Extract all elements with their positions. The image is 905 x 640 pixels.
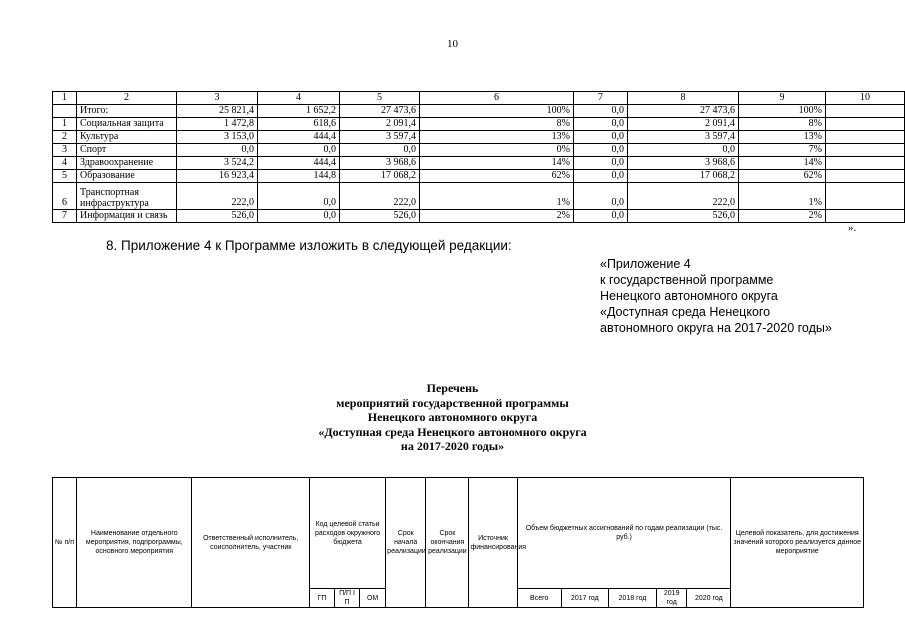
table-cell: 2 091,4 [340,118,420,131]
table-cell: 222,0 [177,183,258,210]
table-cell: 0,0 [258,210,340,223]
table-cell: 222,0 [628,183,739,210]
row-name-cell: Культура [77,131,177,144]
table-cell: 444,4 [258,157,340,170]
row-name-cell: Транспортная инфраструктура [77,183,177,210]
col-header-name: Наименование отдельного мероприятия, подпрограммы, основного мероприятия [77,478,192,608]
appendix-line: к государственной программе [600,273,774,287]
subheader-2020: 2020 год [687,589,731,608]
table-cell: 25 821,4 [177,105,258,118]
col-header-target: Целевой показатель, для достижения значений которого реализуется данное мероприятие [731,478,864,608]
table-cell: 100% [420,105,574,118]
table-cell: 13% [739,131,826,144]
table-cell: 16 923,4 [177,170,258,183]
table-row [53,118,905,131]
table-cell: 222,0 [340,183,420,210]
table-cell [53,105,77,118]
budget-summary-table [52,91,905,223]
header-cell: 9 [739,92,826,105]
table-cell [826,210,905,223]
table-cell: 2% [420,210,574,223]
table-cell: 62% [739,170,826,183]
table-cell [826,157,905,170]
table-cell [826,183,905,210]
table-cell: 62% [420,170,574,183]
item-8-text: 8. Приложение 4 к Программе изложить в следующей редакции: [106,238,512,253]
table-cell: 100% [739,105,826,118]
col-header-responsible: Ответственный исполнитель, соисполнитель, участник [192,478,309,608]
appendix-line: автономного округа на 2017-2020 годы» [600,321,832,335]
header-cell: 3 [177,92,258,105]
table-cell: 0,0 [574,170,628,183]
table-cell [826,131,905,144]
table-cell: 7% [739,144,826,157]
subheader-om: ОМ [360,589,386,608]
table-cell: 3 597,4 [628,131,739,144]
table-cell: 0,0 [574,210,628,223]
table-cell: 0,0 [340,144,420,157]
table-cell: 526,0 [628,210,739,223]
table-cell: 0,0 [258,144,340,157]
table-row [53,183,905,210]
table-cell: 17 068,2 [340,170,420,183]
row-name-cell: Спорт [77,144,177,157]
table-cell: 17 068,2 [628,170,739,183]
table-cell: 3 968,6 [340,157,420,170]
table-row [53,170,905,183]
header-cell: 8 [628,92,739,105]
table-cell: 2 [53,131,77,144]
table-cell: 7 [53,210,77,223]
table-cell: 3 [53,144,77,157]
table-cell: 0,0 [574,131,628,144]
activities-table [52,477,864,608]
appendix-header [600,256,832,336]
closing-quote: ». [848,222,857,234]
header-cell: 5 [340,92,420,105]
row-name-cell: Информация и связь [77,210,177,223]
table-cell: 1 652,2 [258,105,340,118]
table-cell: 2% [739,210,826,223]
table-cell: 144,8 [258,170,340,183]
col-header-end: Срок окончания реализации [426,478,469,608]
col-header-number: № п/п [53,478,77,608]
row-name-cell: Социальная защита [77,118,177,131]
header-cell: 10 [826,92,905,105]
page-number: 10 [447,38,458,50]
document-title [0,381,905,454]
subheader-2019: 2019 год [657,589,687,608]
table-cell: 0,0 [574,157,628,170]
row-name-cell: Здравоохранение [77,157,177,170]
table-cell: 0,0 [574,144,628,157]
appendix-line: Ненецкого автономного округа [600,289,778,303]
table-cell: 27 473,6 [628,105,739,118]
table-cell [826,144,905,157]
table-cell: 1% [739,183,826,210]
col-header-start: Срок начала реализации [386,478,426,608]
table-cell: 0,0 [258,183,340,210]
table-cell: 0% [420,144,574,157]
subheader-2017: 2017 год [561,589,608,608]
subheader-total: Всего [517,589,561,608]
table-cell: 526,0 [177,210,258,223]
table-cell: 3 597,4 [340,131,420,144]
table-cell: 4 [53,157,77,170]
col-header-volume: Объем бюджетных ассигнований по годам реализации (тыс. руб.) [517,478,731,589]
table-cell: 0,0 [574,118,628,131]
appendix-line: «Доступная среда Ненецкого [600,305,771,319]
table-cell: 444,4 [258,131,340,144]
table-row [53,131,905,144]
table-cell: 0,0 [177,144,258,157]
table-cell: 3 153,0 [177,131,258,144]
table-cell: 14% [739,157,826,170]
table-row [53,105,905,118]
table-cell: 8% [420,118,574,131]
table-cell: 2 091,4 [628,118,739,131]
table-cell [826,170,905,183]
title-line: «Доступная среда Ненецкого автономного округа [318,424,587,439]
col-header-source: Источник финансирования [469,478,517,608]
appendix-line: «Приложение 4 [600,257,691,271]
table-cell: 526,0 [340,210,420,223]
table-cell: 27 473,6 [340,105,420,118]
table-header-row [53,92,905,105]
table-cell [826,118,905,131]
header-cell: 6 [420,92,574,105]
table-cell: 13% [420,131,574,144]
col-header-code: Код целевой статьи расходов окружного бюджета [309,478,385,589]
title-line: Ненецкого автономного округа [367,410,538,424]
table-cell [826,105,905,118]
subheader-2018: 2018 год [608,589,656,608]
table-cell: 0,0 [574,105,628,118]
subheader-pp: П/П I П [334,589,359,608]
table-cell: 5 [53,170,77,183]
header-cell: 4 [258,92,340,105]
table-cell: 618,6 [258,118,340,131]
title-line: Перечень [426,381,479,395]
table-cell: 1 472,8 [177,118,258,131]
table-cell: 0,0 [574,183,628,210]
table-cell: 3 524,2 [177,157,258,170]
header-cell: 2 [77,92,177,105]
table-row [53,144,905,157]
subheader-gp: ГП [309,589,334,608]
row-name-cell: Итого: [77,105,177,118]
table-row [53,157,905,170]
row-name-cell: Образование [77,170,177,183]
table-cell: 8% [739,118,826,131]
table-cell: 0,0 [628,144,739,157]
table-cell: 14% [420,157,574,170]
title-line: мероприятий государственной программы [336,395,569,410]
header-cell: 1 [53,92,77,105]
table-cell: 6 [53,183,77,210]
table-row [53,210,905,223]
table-cell: 1 [53,118,77,131]
table-cell: 3 968,6 [628,157,739,170]
header-cell: 7 [574,92,628,105]
title-line: на 2017-2020 годы» [400,439,505,453]
table-cell: 1% [420,183,574,210]
